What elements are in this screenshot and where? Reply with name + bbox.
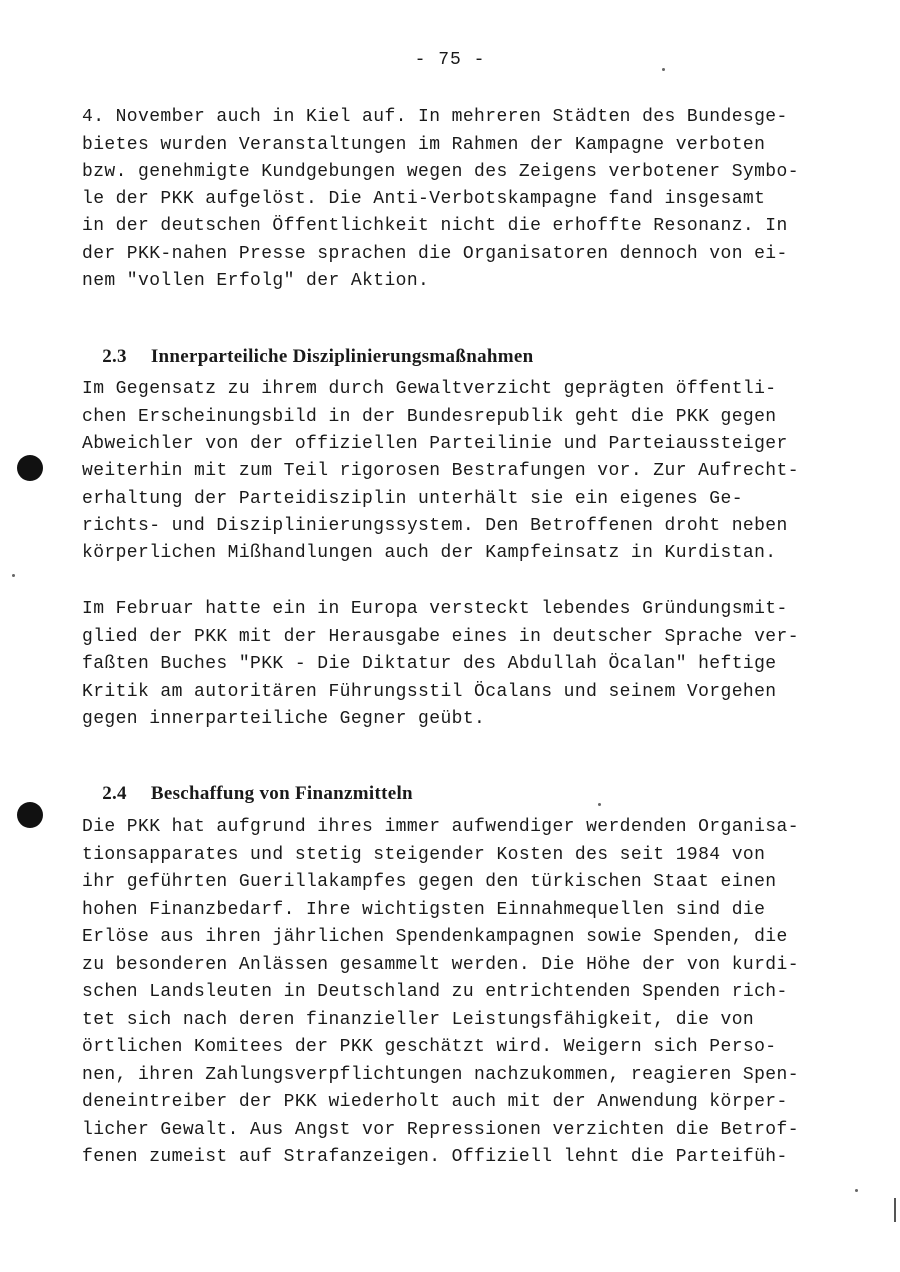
paragraph-4-line-6: zu besonderen Anlässen gesammelt werden. Die Höhe der von kurdi- <box>82 955 799 975</box>
paragraph-2-line-5: erhaltung der Parteidisziplin unterhält sie ein eigenes Ge- <box>82 489 743 509</box>
paragraph-2-line-1: Im Gegensatz zu ihrem durch Gewaltverzicht geprägten öffentli- <box>82 379 777 399</box>
section-number: 2.3 <box>102 346 127 367</box>
paragraph-1-line-4: le der PKK aufgelöst. Die Anti-Verbotskampagne fand insgesamt <box>82 189 766 209</box>
paragraph-1-line-6: der PKK-nahen Presse sprachen die Organisatoren dennoch von ei- <box>82 244 788 264</box>
paragraph-4-line-10: nen, ihren Zahlungsverpflichtungen nachzukommen, reagieren Spen- <box>82 1065 799 1085</box>
paragraph-2-line-2: chen Erscheinungsbild in der Bundesrepublik geht die PKK gegen <box>82 407 777 427</box>
scan-edge-mark <box>894 1198 896 1222</box>
paragraph-3-line-5: gegen innerparteiliche Gegner geübt. <box>82 709 486 729</box>
paragraph-4-line-7: schen Landsleuten in Deutschland zu entrichtenden Spenden rich- <box>82 982 788 1002</box>
paragraph-1-line-7: nem "vollen Erfolg" der Aktion. <box>82 271 430 291</box>
paragraph-4-line-3: ihr geführten Guerillakampfes gegen den türkischen Staat einen <box>82 872 777 892</box>
scan-speck <box>598 803 601 806</box>
paragraph-4-line-8: tet sich nach deren finanzieller Leistungsfähigkeit, die von <box>82 1010 755 1030</box>
paragraph-3-line-1: Im Februar hatte ein in Europa versteckt lebendes Gründungsmit- <box>82 599 788 619</box>
paragraph-1-line-3: bzw. genehmigte Kundgebungen wegen des Zeigens verbotener Symbo- <box>82 162 799 182</box>
paragraph-1-line-1: 4. November auch in Kiel auf. In mehreren Städten des Bundesge- <box>82 107 788 127</box>
paragraph-4-line-13: fenen zumeist auf Strafanzeigen. Offiziell lehnt die Parteifüh- <box>82 1147 788 1167</box>
paragraph-4-line-4: hohen Finanzbedarf. Ihre wichtigsten Einnahmequellen sind die <box>82 900 766 920</box>
paragraph-4-line-12: licher Gewalt. Aus Angst vor Repressionen verzichten die Betrof- <box>82 1120 799 1140</box>
paragraph-3-line-2: glied der PKK mit der Herausgabe eines in deutscher Sprache ver- <box>82 627 799 647</box>
section-title: Innerparteiliche Disziplinierungsmaßnahmen <box>150 346 534 367</box>
scan-speck <box>855 1189 858 1192</box>
paragraph-4-line-5: Erlöse aus ihren jährlichen Spendenkampagnen sowie Spenden, die <box>82 927 788 947</box>
paragraph-3-line-4: Kritik am autoritären Führungsstil Öcalans und seinem Vorgehen <box>82 682 777 702</box>
section-number: 2.4 <box>102 783 127 804</box>
punch-hole <box>17 802 43 828</box>
paragraph-1-line-5: in der deutschen Öffentlichkeit nicht die erhoffte Resonanz. In <box>82 216 788 236</box>
paragraph-4-line-1: Die PKK hat aufgrund ihres immer aufwendiger werdenden Organisa- <box>82 817 799 837</box>
paragraph-4-line-2: tionsapparates und stetig steigender Kosten des seit 1984 von <box>82 845 766 865</box>
paragraph-2-line-3: Abweichler von der offiziellen Parteilinie und Parteiaussteiger <box>82 434 788 454</box>
paragraph-4-line-9: örtlichen Komitees der PKK geschätzt wird. Weigern sich Perso- <box>82 1037 777 1057</box>
paragraph-4-line-11: deneintreiber der PKK wiederholt auch mit der Anwendung körper- <box>82 1092 788 1112</box>
punch-hole <box>17 455 43 481</box>
section-title: Beschaffung von Finanzmitteln <box>150 783 413 804</box>
paragraph-2-line-6: richts- und Disziplinierungssystem. Den Betroffenen droht neben <box>82 516 788 536</box>
page-number: - 75 - <box>414 50 486 70</box>
scan-speck <box>662 68 665 71</box>
paragraph-2-line-7: körperlichen Mißhandlungen auch der Kampfeinsatz in Kurdistan. <box>82 543 777 563</box>
paragraph-3-line-3: faßten Buches "PKK - Die Diktatur des Abdullah Öcalan" heftige <box>82 654 777 674</box>
paragraph-2-line-4: weiterhin mit zum Teil rigorosen Bestrafungen vor. Zur Aufrecht- <box>82 461 799 481</box>
paragraph-1-line-2: bietes wurden Veranstaltungen im Rahmen der Kampagne verboten <box>82 135 766 155</box>
scan-speck <box>12 574 15 577</box>
